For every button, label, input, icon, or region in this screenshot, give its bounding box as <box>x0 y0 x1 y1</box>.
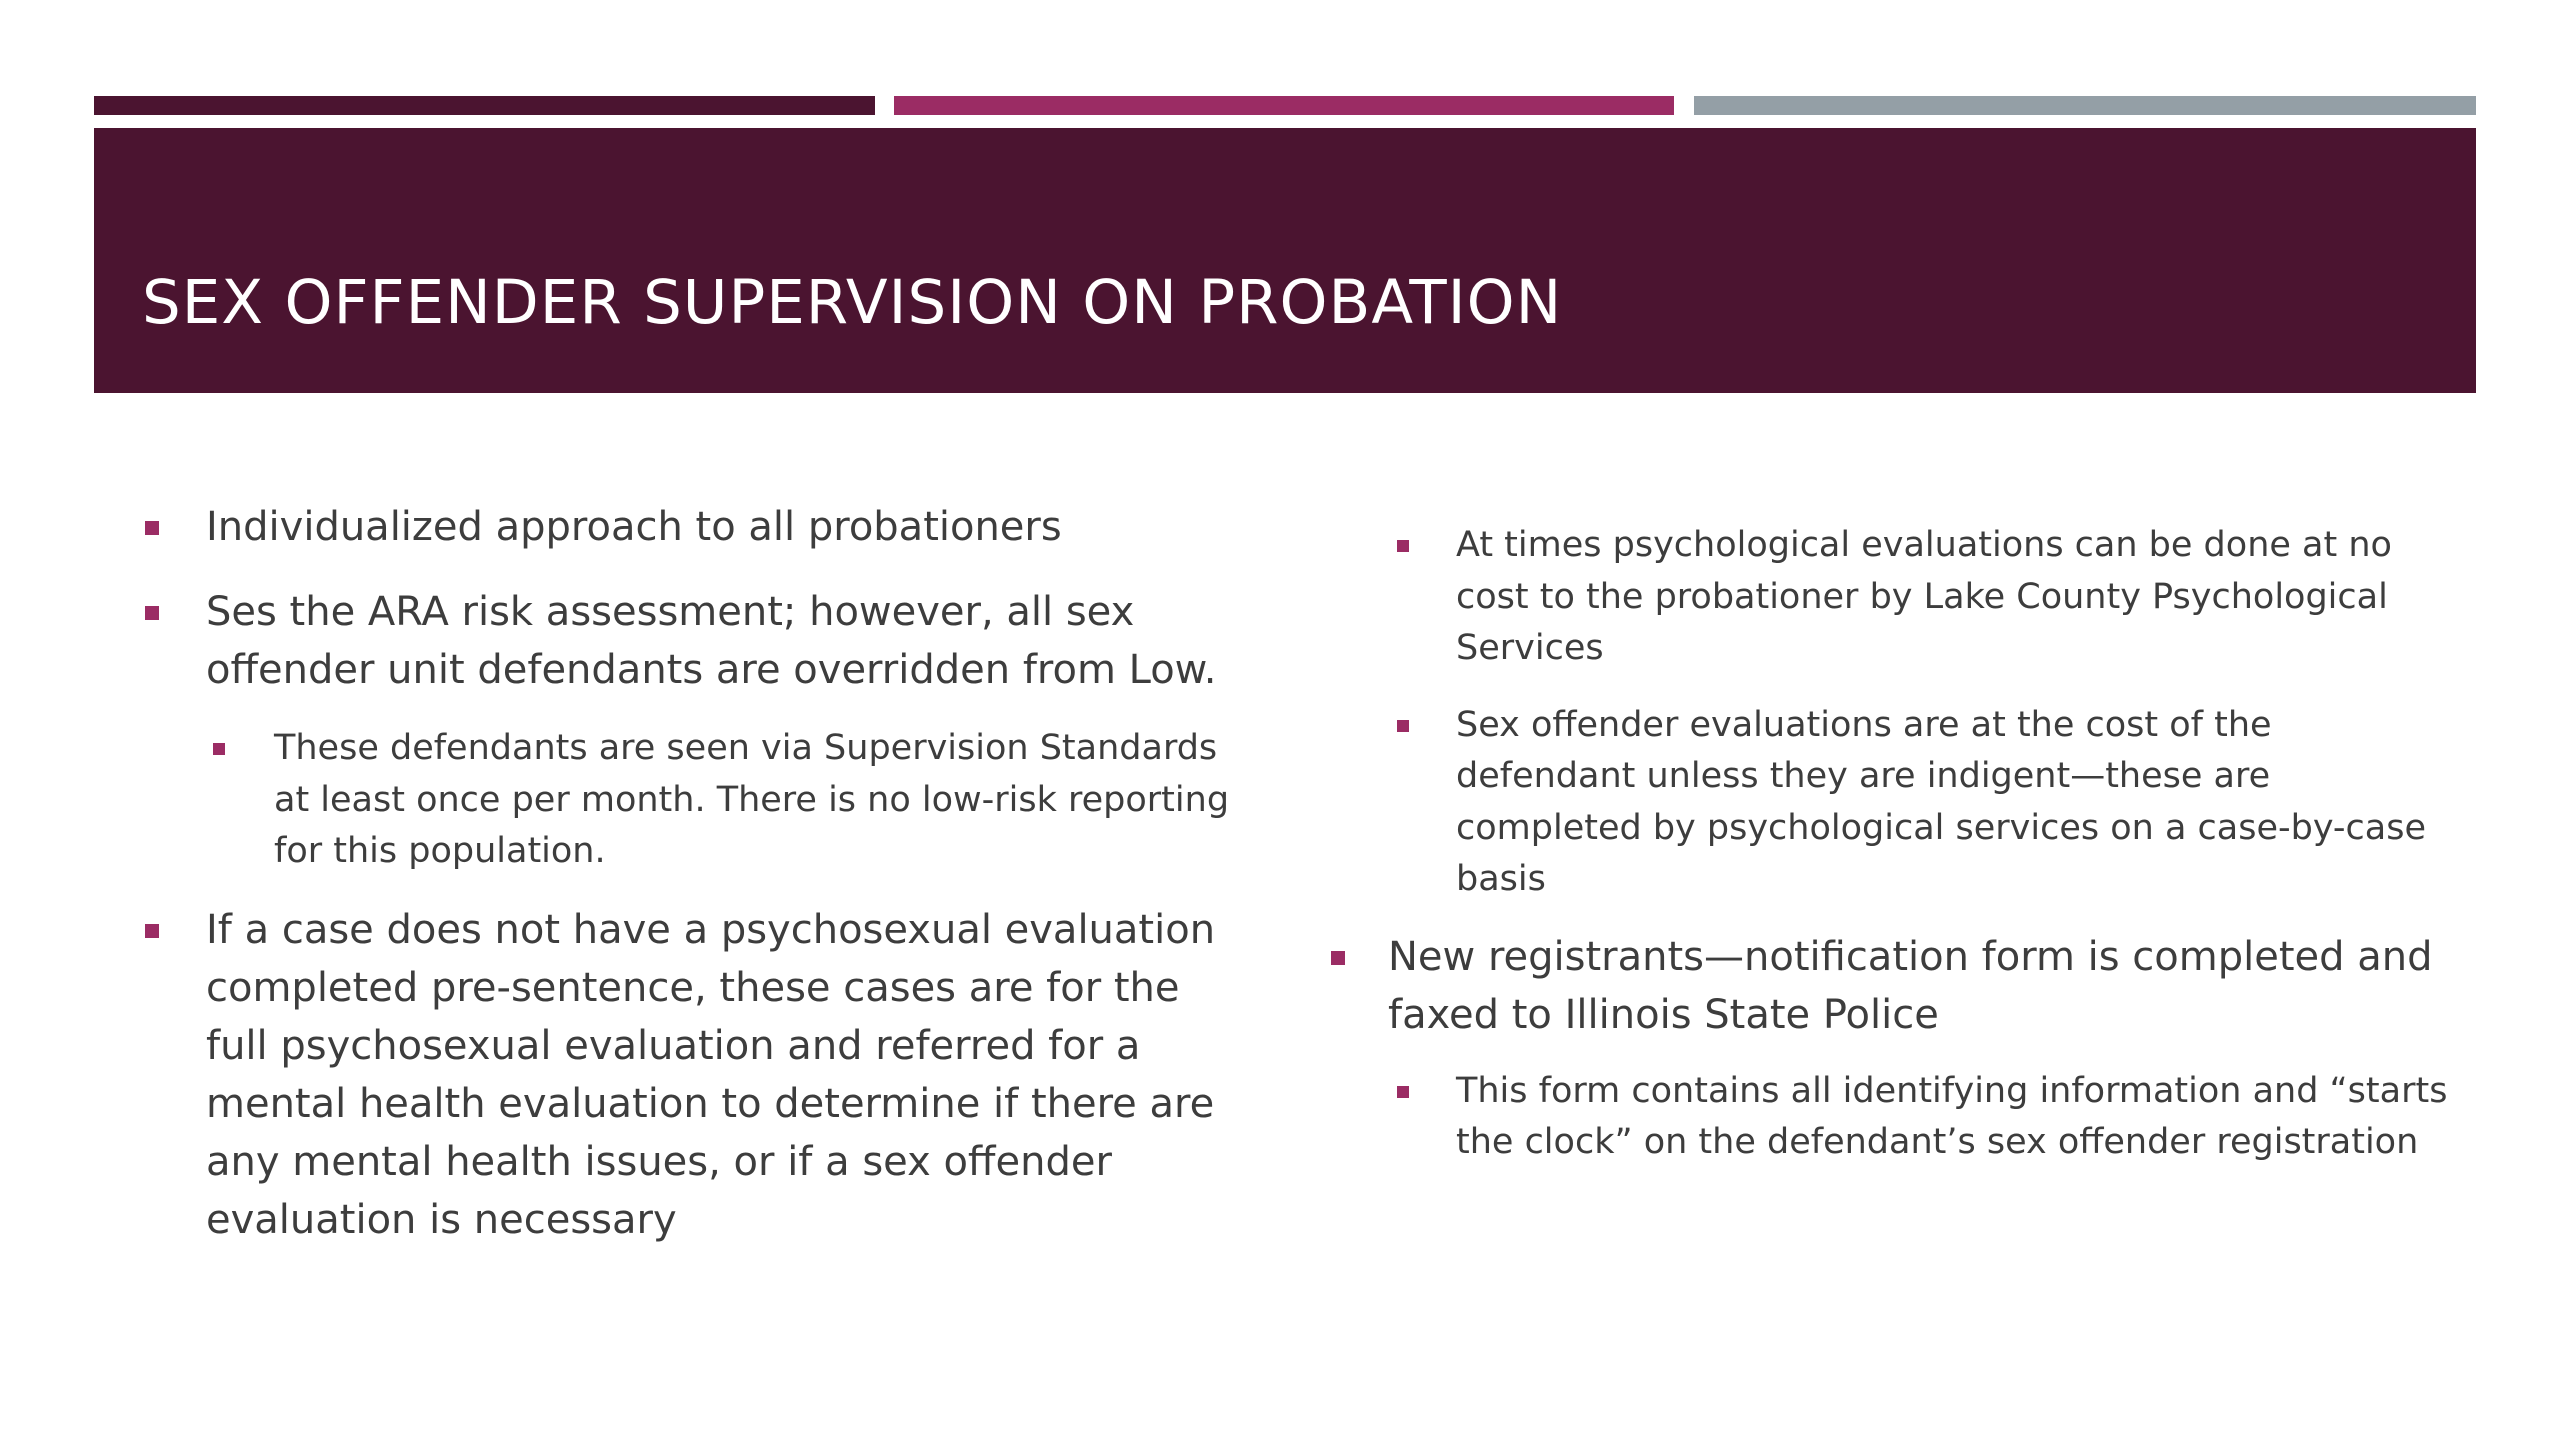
square-bullet-icon <box>1397 720 1409 732</box>
sub-bullet-item <box>1318 700 2448 906</box>
right-column <box>1318 520 2448 1169</box>
bullet-item <box>1318 928 2448 1044</box>
left-column <box>140 498 1250 1249</box>
bullet-text: If a case does not have a psychosexual evaluation completed pre-sentence, these cases are for the full psychosexual evaluation and referred for a mental health evaluation to determine if there are any mental health issues, or if a sex offender evaluation is necessary <box>206 906 1216 1243</box>
sub-bullet-text: This form contains all identifying information and “starts the clock” on the defendant’s sex offender registration <box>1456 1070 2448 1162</box>
sub-bullet-text: Sex offender evaluations are at the cost of the defendant unless they are indigent—these are completed by psychological services on a case-by-case basis <box>1456 704 2427 899</box>
bullet-text: New registrants—notification form is completed and faxed to Illinois State Police <box>1388 933 2433 1038</box>
accent-bar-magenta <box>894 96 1674 115</box>
slide-title: SEX OFFENDER SUPERVISION ON PROBATION <box>142 267 1563 338</box>
bullet-item <box>140 901 1250 1249</box>
square-bullet-icon <box>1397 540 1409 552</box>
bullet-text: Ses the ARA risk assessment; however, all sex offender unit defendants are overridden from Low. <box>206 589 1217 693</box>
sub-bullet-text: These defendants are seen via Supervision Standards at least once per month. There is no low-risk reporting for this population. <box>274 728 1230 871</box>
title-band <box>94 128 2476 393</box>
square-bullet-icon <box>145 521 159 535</box>
square-bullet-icon <box>1331 951 1345 965</box>
square-bullet-icon <box>1397 1086 1409 1098</box>
bullet-text: Individualized approach to all probationers <box>206 504 1062 550</box>
square-bullet-icon <box>145 924 159 938</box>
sub-bullet-item <box>140 723 1250 878</box>
bullet-item <box>140 583 1250 699</box>
accent-bar-gray <box>1694 96 2476 115</box>
square-bullet-icon <box>213 743 225 755</box>
sub-bullet-text: At times psychological evaluations can be done at no cost to the probationer by Lake County Psychological Services <box>1456 525 2392 668</box>
square-bullet-icon <box>145 606 159 620</box>
bullet-item <box>140 498 1250 556</box>
sub-bullet-item <box>1318 1066 2448 1169</box>
accent-bar-dark <box>94 96 875 115</box>
sub-bullet-item <box>1318 520 2448 675</box>
